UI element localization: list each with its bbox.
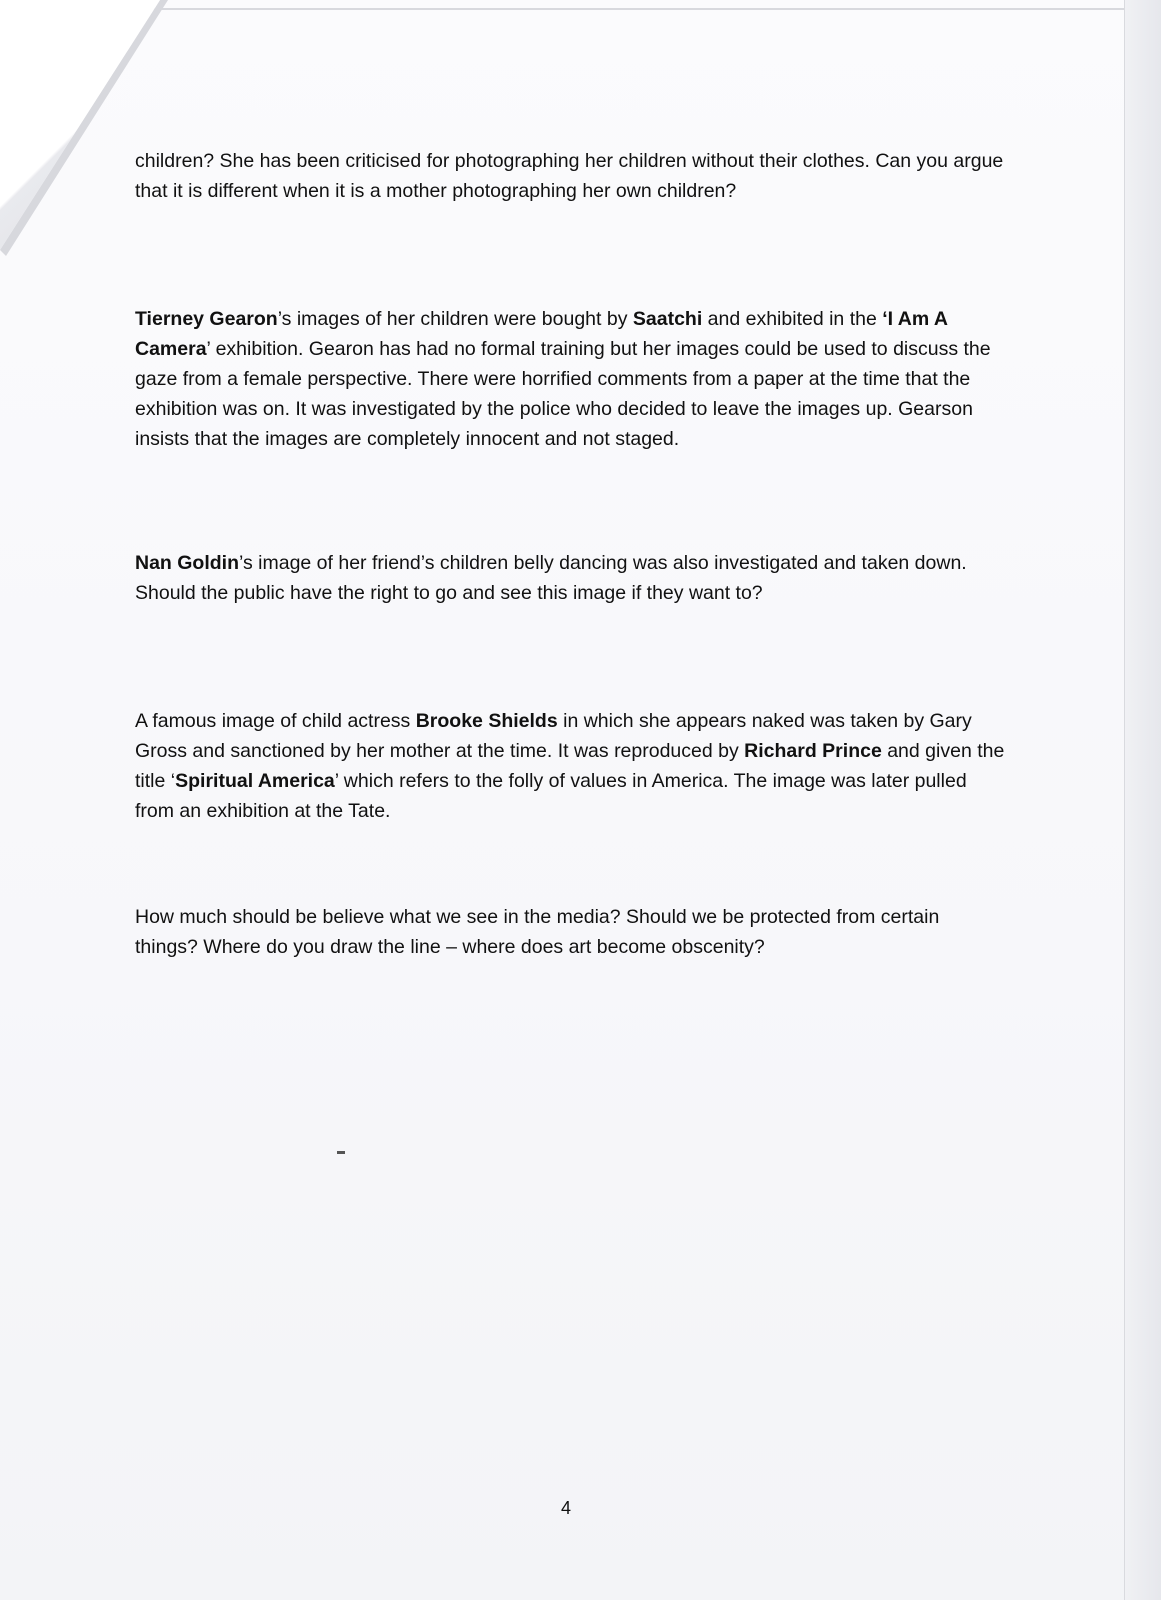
artwork-title: Spiritual America [175,770,335,792]
paragraph-text: ’s images of her children were bought by [277,308,633,330]
paragraph-text: and given the title ‘ [135,740,1005,792]
page-number: 4 [561,1498,572,1518]
page-top-edge [150,8,1161,10]
collector-name: Saatchi [632,308,703,330]
paragraph-text: ’ which refers to the folly of values in America. The image was later pulled from an exhibition at the Tate. [135,770,967,822]
paragraph-text: ’ exhibition. Gearon has had no formal training but her images could be used to discuss the gaze from a female perspective. There were horrified comments from a paper at the time that the exhibition was on. It was investigated by the police who decided to leave the images up. Gearson insists that the images are completely innocent and not staged. [135,338,991,450]
paragraph-text: ’s image of her friend’s children belly dancing was also investigated and taken down. Should the public have the right to go and see this image if they want to? [135,552,967,604]
paragraph-children-intro [135,146,1005,206]
paragraph-text: How much should be believe what we see in the media? Should we be protected from certain things? Where do you draw the line – where does art become obscenity? [135,906,940,958]
exhibition-name: I Am A Camera [135,308,948,360]
paragraph-text: A famous image of child actress [135,710,416,732]
actress-name: Brooke Shields [415,710,558,732]
artist-name: Richard Prince [744,740,882,762]
paragraph-text: children? She has been criticised for photographing her children without their clothes. Can you argue that it is different when it is a mother photographing her own children? [135,150,1004,202]
page-right-edge [1124,0,1161,1600]
open-quote: ‘ [882,308,888,330]
paragraph-nan-goldin [135,548,1005,608]
paragraph-tierney-gearon [135,304,1005,454]
paragraph-text: in which she appears naked was taken by Gary Gross and sanctioned by her mother at the time. It was reproduced by [135,710,972,762]
paragraph-media-questions [135,902,1005,962]
paragraph-text: and exhibited in the [702,308,883,330]
paragraph-brooke-shields [135,706,1005,826]
artist-name: Nan Goldin [135,552,239,574]
scan-speck [337,1151,345,1154]
artist-name: Tierney Gearon [135,308,278,330]
